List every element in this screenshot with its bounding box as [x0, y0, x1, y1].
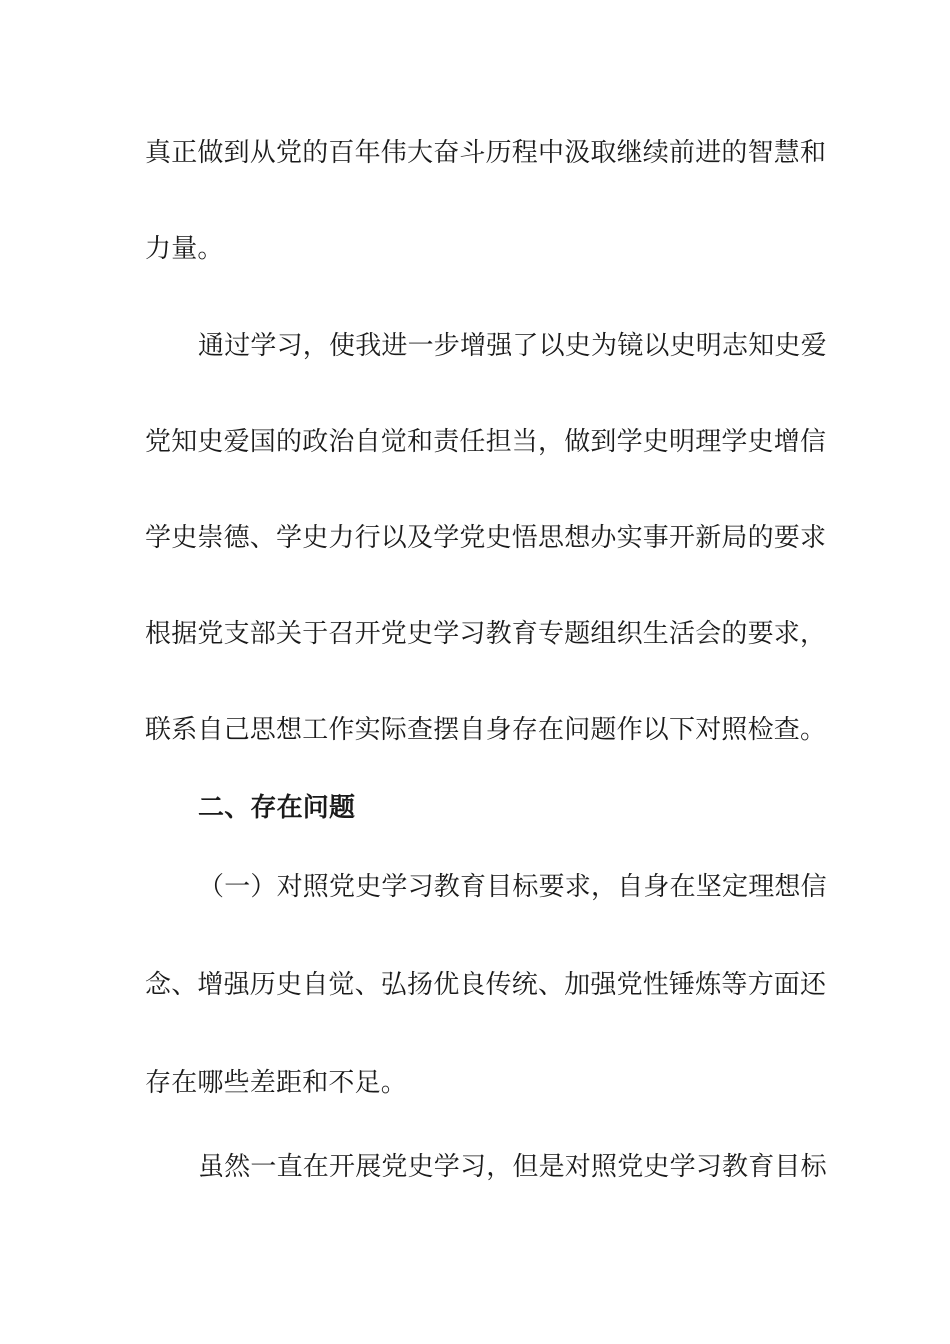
paragraph-line: 虽然一直在开展党史学习，但是对照党史学习教育目标: [198, 1152, 827, 1182]
paragraph-line: （一）对照党史学习教育目标要求，自身在坚定理想信: [198, 872, 827, 902]
text-line: 力量。: [145, 234, 224, 264]
text-line: 学史崇德、学史力行以及学党史悟思想办实事开新局的要求: [145, 523, 827, 553]
text-line: 真正做到从党的百年伟大奋斗历程中汲取继续前进的智慧和: [145, 138, 827, 168]
text-line: 党知史爱国的政治自觉和责任担当，做到学史明理学史增信: [145, 427, 827, 457]
text-line: 念、增强历史自觉、弘扬优良传统、加强党性锤炼等方面还: [145, 970, 827, 1000]
section-heading: 二、存在问题: [198, 793, 356, 823]
text-line: 存在哪些差距和不足。: [145, 1068, 408, 1098]
paragraph-line: 通过学习，使我进一步增强了以史为镜以史明志知史爱: [198, 331, 827, 361]
text-line: 根据党支部关于召开党史学习教育专题组织生活会的要求，: [145, 619, 827, 649]
text-line: 联系自己思想工作实际查摆自身存在问题作以下对照检查。: [145, 715, 827, 745]
